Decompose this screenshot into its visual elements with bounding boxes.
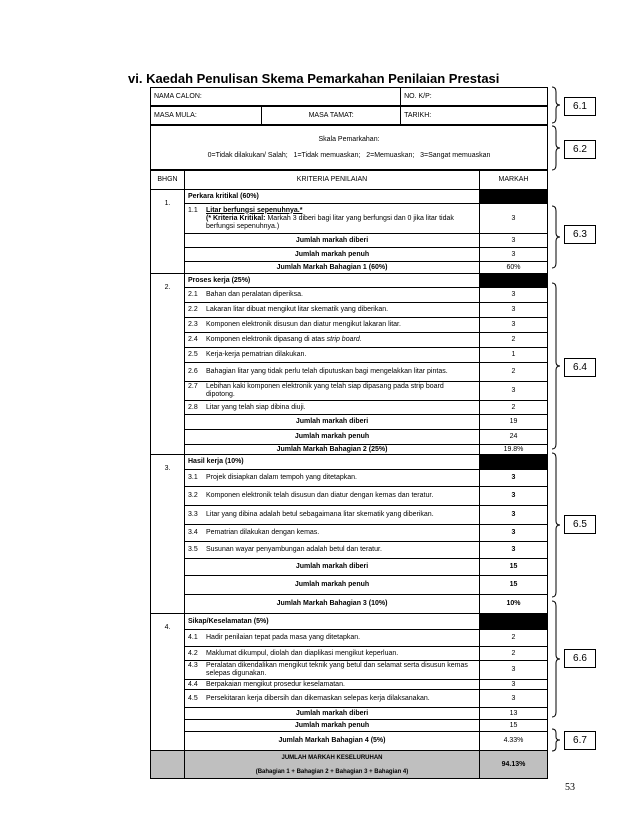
table-row — [151, 661, 548, 680]
section-number: 2. — [151, 274, 185, 455]
item-number: 2.1 — [188, 291, 198, 298]
item-label: Litar yang telah siap dibina diuji. — [206, 403, 306, 411]
masa-tamat-label: MASA TAMAT: — [262, 106, 401, 126]
item-mark: 3 — [480, 204, 548, 234]
total-value: 60% — [480, 262, 548, 274]
page-number: 53 — [565, 782, 575, 793]
time-info-table — [150, 105, 548, 126]
criteria-table — [150, 169, 548, 779]
table-row — [151, 204, 548, 234]
brace-icon — [551, 125, 561, 171]
item-number: 1.1 — [188, 206, 198, 214]
full-label: Jumlah markah penuh — [185, 248, 480, 262]
item-label: Berpakaian mengikut prosedur keselamatan. — [206, 680, 345, 688]
table-row — [151, 630, 548, 647]
item-number: 4.3 — [188, 662, 198, 669]
brace-icon — [551, 282, 561, 450]
item-label: Projek disiapkan dalam tempoh yang ditetapkan. — [206, 474, 357, 481]
section-number: 3. — [151, 455, 185, 614]
tag-6-3: 6.3 — [564, 225, 596, 244]
table-row — [151, 525, 548, 542]
item-label: Maklumat dikumpul, diolah dan diaplikasi mengikut keperluan. — [206, 649, 399, 657]
no-kp-label: NO. K/P: — [401, 88, 548, 107]
item-mark: 3 — [480, 542, 548, 559]
table-row — [151, 348, 548, 363]
total-label: Jumlah Markah Bahagian 4 (5%) — [185, 732, 480, 751]
table-row — [151, 690, 548, 708]
item-number: 3.1 — [188, 474, 198, 481]
brace-icon — [551, 86, 561, 124]
total-label: Jumlah Markah Bahagian 1 (60%) — [185, 262, 480, 274]
given-label: Jumlah markah diberi — [185, 559, 480, 576]
given-value: 15 — [480, 559, 548, 576]
brace-icon — [551, 452, 561, 598]
item-mark: 3 — [480, 382, 548, 401]
tag-6-7: 6.7 — [564, 731, 596, 750]
item-mark: 3 — [480, 318, 548, 333]
item-mark: 2 — [480, 647, 548, 661]
tag-6-2: 6.2 — [564, 140, 596, 159]
item-number: 4.5 — [188, 694, 198, 702]
col-markah: MARKAH — [480, 170, 548, 190]
item-label: Peralatan dikendalikan mengikut teknik yang betul dan selamat serta disusun kemas selepas digunakan. — [206, 662, 468, 677]
item-number: 4.1 — [188, 634, 198, 641]
tag-6-6: 6.6 — [564, 649, 596, 668]
grand-total-formula: (Bahagian 1 + Bahagian 2 + Bahagian 3 + Bahagian 4) — [255, 768, 409, 775]
item-note-bold: (* Kriteria Kritikal: — [206, 214, 266, 222]
item-number: 3.3 — [188, 511, 198, 518]
total-label: Jumlah Markah Bahagian 3 (10%) — [185, 595, 480, 614]
item-mark: 3 — [480, 288, 548, 303]
item-label: Komponen elektronik dipasang di atas — [206, 336, 327, 343]
table-row — [151, 506, 548, 525]
given-value: 19 — [480, 415, 548, 430]
nama-calon-label: NAMA CALON: — [151, 88, 401, 107]
scale-text: 0=Tidak dilakukan/ Salah; 1=Tidak memuaskan; 2=Memuaskan; 3=Sangat memuaskan — [207, 151, 491, 159]
scale-table — [150, 124, 548, 171]
item-label: Lakaran litar dibuat mengikut litar skematik yang diberikan. — [206, 306, 389, 313]
item-number: 3.4 — [188, 529, 198, 536]
given-label: Jumlah markah diberi — [185, 708, 480, 720]
table-row — [151, 382, 548, 401]
black-cell — [480, 614, 548, 630]
full-label: Jumlah markah penuh — [185, 430, 480, 445]
item-mark: 3 — [480, 680, 548, 690]
given-label: Jumlah markah diberi — [185, 415, 480, 430]
full-value: 24 — [480, 430, 548, 445]
total-value: 10% — [480, 595, 548, 614]
item-label-italic: strip board. — [326, 336, 362, 343]
item-number: 2.5 — [188, 351, 198, 358]
item-label: Bahagian litar yang tidak perlu telah diputuskan bagi mengelakkan litar pintas. — [206, 368, 448, 375]
item-mark: 3 — [480, 661, 548, 680]
table-row — [151, 647, 548, 661]
given-label: Jumlah markah diberi — [185, 234, 480, 248]
col-kriteria: KRITERIA PENILAIAN — [185, 170, 480, 190]
masa-mula-label: MASA MULA: — [151, 106, 262, 126]
full-value: 3 — [480, 248, 548, 262]
grand-total-label: JUMLAH MARKAH KESELURUHAN — [281, 754, 383, 761]
item-label: Persekitaran kerja dibersih dan dikemaskan selepas kerja dilaksanakan. — [206, 694, 430, 702]
item-mark: 3 — [480, 487, 548, 506]
item-mark: 3 — [480, 470, 548, 487]
section-title: Proses kerja (25%) — [185, 274, 480, 288]
table-row — [151, 401, 548, 415]
item-number: 2.3 — [188, 321, 198, 328]
item-number: 2.6 — [188, 368, 198, 375]
table-row — [151, 470, 548, 487]
item-number: 4.4 — [188, 680, 198, 688]
total-value: 19.8% — [480, 445, 548, 455]
tag-6-1: 6.1 — [564, 97, 596, 116]
item-mark: 2 — [480, 363, 548, 382]
item-label: Litar yang dibina adalah betul sebagaimana litar skematik yang diberikan. — [206, 511, 434, 518]
tag-6-5: 6.5 — [564, 515, 596, 534]
item-label: Litar berfungsi sepenuhnya.* — [206, 206, 303, 214]
black-cell — [480, 455, 548, 470]
item-mark: 1 — [480, 348, 548, 363]
item-label: Susunan wayar penyambungan adalah betul dan teratur. — [206, 546, 382, 553]
table-row — [151, 288, 548, 303]
item-label: Komponen elektronik telah disusun dan diatur dengan kemas dan teratur. — [206, 492, 434, 499]
item-mark: 2 — [480, 630, 548, 647]
full-value: 15 — [480, 576, 548, 595]
item-number: 2.8 — [188, 403, 198, 411]
item-number: 2.2 — [188, 306, 198, 313]
item-number: 3.2 — [188, 492, 198, 499]
item-mark: 3 — [480, 506, 548, 525]
full-label: Jumlah markah penuh — [185, 720, 480, 732]
brace-icon — [551, 728, 561, 752]
grand-total-blank — [151, 751, 185, 779]
item-mark: 2 — [480, 333, 548, 348]
total-value: 4.33% — [480, 732, 548, 751]
table-row — [151, 318, 548, 333]
item-mark: 3 — [480, 525, 548, 542]
total-label: Jumlah Markah Bahagian 2 (25%) — [185, 445, 480, 455]
given-value: 13 — [480, 708, 548, 720]
table-row — [151, 303, 548, 318]
section-title: Perkara kritikal (60%) — [185, 190, 480, 204]
col-bhgn: BHGN — [151, 170, 185, 190]
item-number: 4.2 — [188, 649, 198, 657]
given-value: 3 — [480, 234, 548, 248]
item-label: Hadir penilaian tepat pada masa yang ditetapkan. — [206, 634, 361, 641]
section-number: 4. — [151, 614, 185, 751]
brace-icon — [551, 205, 561, 269]
item-mark: 3 — [480, 690, 548, 708]
table-row — [151, 333, 548, 348]
item-note: Markah 3 diberi bagi litar yang berfungsi dan 0 jika litar tidak berfungsi sepenuhnya.) — [206, 214, 454, 230]
item-label: Komponen elektronik disusun dan diatur mengikut lakaran litar. — [206, 321, 401, 328]
grand-total-value: 94.13% — [480, 751, 548, 779]
item-label: Lebihan kaki komponen elektronik yang telah siap dipasang pada strip board dipotong. — [206, 383, 444, 398]
section-title: Sikap/Keselamatan (5%) — [185, 614, 480, 630]
tag-6-4: 6.4 — [564, 358, 596, 377]
table-row — [151, 680, 548, 690]
item-mark: 3 — [480, 303, 548, 318]
tarikh-label: TARIKH: — [401, 106, 548, 126]
page-title: vi. Kaedah Penulisan Skema Pemarkahan Penilaian Prestasi — [128, 71, 500, 86]
item-label: Pematrian dilakukan dengan kemas. — [206, 529, 320, 536]
item-number: 2.7 — [188, 383, 198, 390]
full-value: 15 — [480, 720, 548, 732]
table-row — [151, 542, 548, 559]
candidate-info-table — [150, 87, 548, 107]
item-number: 3.5 — [188, 546, 198, 553]
item-label: Kerja-kerja pematrian dilakukan. — [206, 351, 307, 358]
item-mark: 2 — [480, 401, 548, 415]
item-number: 2.4 — [188, 336, 198, 343]
item-label: Bahan dan peralatan diperiksa. — [206, 291, 303, 298]
black-cell — [480, 274, 548, 288]
section-title: Hasil kerja (10%) — [185, 455, 480, 470]
full-label: Jumlah markah penuh — [185, 576, 480, 595]
brace-icon — [551, 600, 561, 718]
section-number: 1. — [151, 190, 185, 274]
scale-title: Skala Pemarkahan: — [318, 135, 380, 143]
black-cell — [480, 190, 548, 204]
table-row — [151, 363, 548, 382]
table-row — [151, 487, 548, 506]
